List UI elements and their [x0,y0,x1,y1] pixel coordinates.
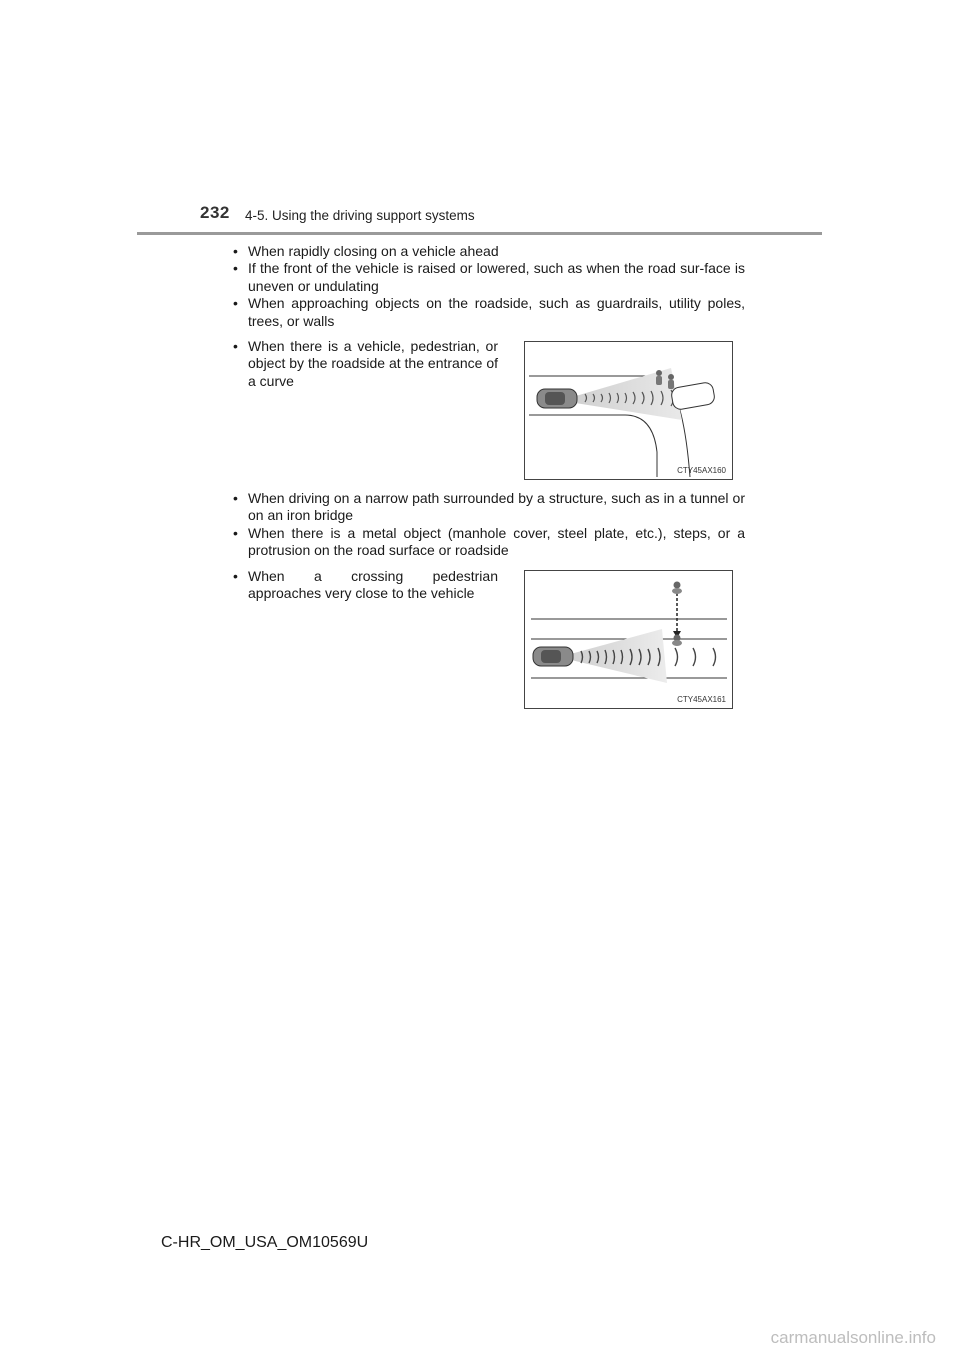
bullet-pedestrian-item [226,568,498,603]
list-item: • When driving on a narrow path surrounded by a structure, such as in a tunnel or on an iron bridge [226,490,745,525]
own-vehicle-icon [537,389,577,408]
roadside-vehicle-icon [670,382,715,411]
figure-code: CTY45AX161 [677,695,726,704]
pedestrian-icon [672,582,682,595]
bullet-list-middle [226,490,745,560]
list-item: • When a crossing pedestrian approaches very close to the vehicle [226,568,498,603]
bullet-list-top [226,243,745,330]
crossing-pedestrian-illustration [524,570,733,709]
header-divider [137,232,822,235]
curve-inner-edge [625,415,657,477]
page-number: 232 [200,203,230,222]
list-item: • When there is a metal object (manhole cover, steel plate, etc.), steps, or a protrusion on the road surface or roadside [226,525,745,560]
curve-diagram-svg [525,342,732,479]
own-vehicle-icon [533,647,573,666]
list-item: • When rapidly closing on a vehicle ahead [226,243,745,260]
figure-code: CTY45AX160 [677,466,726,475]
pedestrian-diagram-svg [525,571,732,708]
bullet-curve-item [226,338,498,390]
list-item: • When there is a vehicle, pedestrian, or object by the roadside at the entrance of a curve [226,338,498,390]
list-item: • If the front of the vehicle is raised or lowered, such as when the road sur-face is uneven or undulating [226,260,745,295]
section-title: 4-5. Using the driving support systems [245,208,475,223]
curve-entrance-illustration [524,341,733,480]
watermark: carmanualsonline.info [770,1328,936,1347]
pedestrian-icon [672,635,682,647]
list-item: • When approaching objects on the roadside, such as guardrails, utility poles, trees, or walls [226,295,745,330]
document-code: C-HR_OM_USA_OM10569U [161,1234,369,1251]
